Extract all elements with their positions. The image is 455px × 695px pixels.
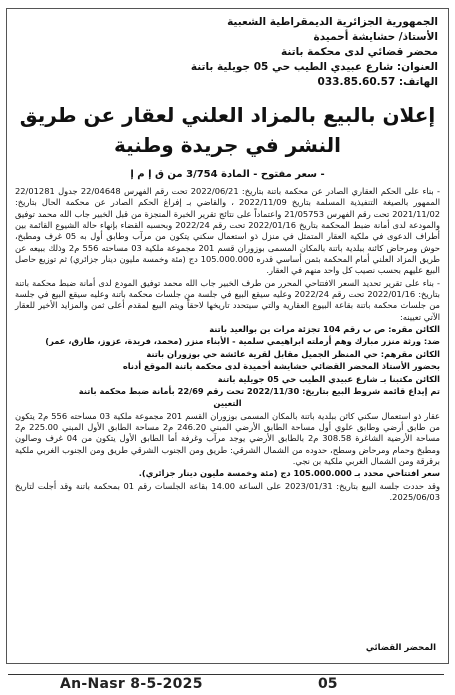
paragraph: عقار ذو استعمال سكني كائن ببلدية باتنة بالمكان المسمى بوزوران القسم 201 مجموعة ملكية 03 مساحته 556 م2 يتكون من طابق أرضي وطابق علوي أول مساحة الطابق الأرضي المبني 246.20 م2 مساحة الطابق الأول المبني 225.00 م2 مساحة الأرضية الشاغرة 308.58 م2 بالطابق الأرضي يوجد مرآب وغرفة أما الطابق الأول يتكون من 04 غرف وصالون ومطبخ وحمام ومرحاض وسطح، حدوده من الشمال الشرقي: طريق ومن الجنوب الشرقي طريق ومن الجنوب الغربي ملكية برقرقة ومن الشمال الغربي ملكية بن نجي. — [15, 410, 440, 466]
page-footer — [0, 676, 455, 695]
notice-section: - سعر مفتوح - المادة 3/754 من ق إ م إ — [130, 169, 325, 180]
paragraph: ضد: ورثة منزر مبارك وهم أرملته ابراهيمي سلمية - الأبناء منزر (محمد، فريدة، عزوز، طارق، عمر) — [45, 336, 440, 347]
header-address: العنوان: شارع عبيدي الطيب حي 05 جويلية باتنة — [190, 61, 438, 73]
paragraph: سعر افتتاحي محدد بـ 105.000.000 دج (مئة وخمسة مليون دينار جزائري). — [138, 468, 440, 479]
sub-heading: التعيين — [213, 398, 242, 409]
notice-title: إعلان بالبيع بالمزاد العلني لعقار عن طريق النشر في جريدة وطنية — [19, 103, 436, 157]
paragraph: الكائن مقرهم: حي المنظر الجميل مقابل لقرية عائشة حي بوزوران باتنة — [146, 348, 440, 359]
legal-notice — [6, 8, 449, 664]
paragraph: الكائن مقره: ص ب رقم 104 تجزئة مرات بن بوالعيد باتنة — [209, 324, 440, 335]
paragraph: الكائن مكتبنا بـ شارع عبيدي الطيب حي 05 جويلية باتنة — [217, 373, 440, 384]
signature-label: المحضر القضائي — [365, 643, 436, 653]
paragraph: وقد حددت جلسة البيع بتاريخ: 2023/01/31 على الساعة 14.00 بقاعة الجلسات رقم 01 بمحكمة باتنة وقد أجلت لتاريخ 2025/06/03. — [15, 480, 441, 502]
header-bailiff-name: الأستاذ/ حشايشة أحميدة — [313, 31, 438, 43]
newspaper-date: An-Nasr 8-5-2025 — [60, 676, 203, 692]
header-republic: الجمهورية الجزائرية الديمقراطية الشعبية — [227, 16, 438, 28]
paragraph: تم إيداع قائمة شروط البيع بتاريخ: 2022/11/30 تحت رقم 22/69 بأمانة ضبط محكمة باتنة — [78, 385, 440, 396]
page-number: 05 — [318, 676, 338, 692]
paragraph: بحضور الأستاذ المحضر القضائي حشايشة أحميدة لدى محكمة باتنة الموقع أدناه — [122, 361, 440, 372]
notice-header — [7, 9, 448, 90]
header-phone: الهاتف: 033.85.60.57 — [317, 76, 438, 88]
paragraph: - بناء على الحكم العقاري الصادر عن محكمة باتنة بتاريخ: 2022/06/21 تحت رقم الفهرس 22/04648 جدول 22/01281 الممهور بالصيغة التنفيذية المسلمة بتاريخ 2022/11/09 ، والقاضي بـ إفراغ الحكم الصادر عن محكمة الحال بتاريخ: 2021/11/02 تحت رقم الفهرس 21/05753 واعتماداً على نتائج تقرير الخبرة المنجزة من قبل الخبير جاب الله محمد توفيق والمودعة لدى أمانة ضبط المحكمة بتاريخ 2022/01/16 تحت رقم 2022/24 وبحسبه القضاء بإنهاء حالة الشيوع القائمة بين أطراف الدعوى في ملكية العقار المتمثل في منزل ذو استعمال سكني يتكون من مرآب وطابق أول به 05 غرف ومطبخ، حوش ومرحاض كائنة ببلدية باتنة بالمكان المسمى بوزوران قسم 201 مجموعة ملكية 03 مساحته 556 م2 وذلك ببيعه عن طريق المزاد العلني أمام المحكمة بثمن أساسي قدره 105.000.000 دج (مئة وخمسة مليون دينار جزائري) ثم توزيع حاصل البيع عليهم بحسب نصيب كل واحد منهم في العقار. — [15, 186, 441, 276]
header-bailiff-title: محضر قضائي لدى محكمة باتنة — [281, 46, 438, 58]
notice-body — [7, 182, 448, 503]
paragraph: - بناء على تقرير تحديد السعر الافتتاحي المحرر من طرف الخبير جاب الله محمد توفيق المودع لدى أمانة ضبط محكمة باتنة بتاريخ: 2022/01/16 تحت رقم 2022/24 وعليه سيقع البيع في جلسة من جلسات محكمة باتنة وعليه سيقع البيع في جلسة من جلسات محكمة باتنة بقاعة البيوع العقارية والتي سيتحدد تاريخها لاحقاً ويتم البيع لمقدم أعلى ثمن والمزايد الأخير للعقار الآتي تعيينه: — [15, 277, 440, 322]
